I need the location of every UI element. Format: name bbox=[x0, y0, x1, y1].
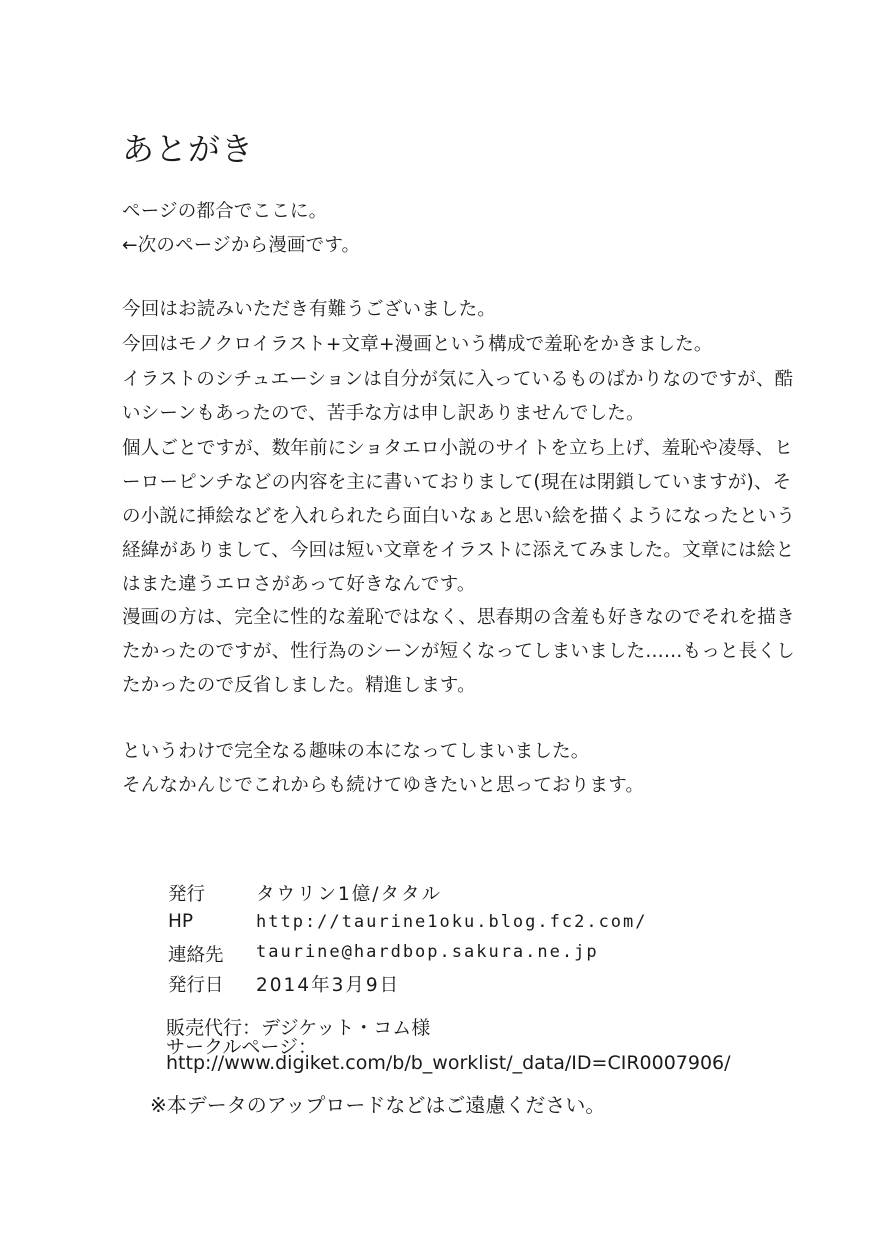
date-value: 2014年3月9日 bbox=[256, 975, 401, 996]
paragraph-line: いシーンもあったので、苦手な方は申し訳ありませんでした。 bbox=[122, 403, 645, 424]
circle-page-label: サークルページ： bbox=[166, 1036, 318, 1058]
paragraph-line: 今回はお読みいただき有難うございました。 bbox=[122, 299, 497, 320]
closing-line: そんなかんじでこれからも続けてゆきたいと思っております。 bbox=[122, 775, 645, 796]
page-title: あとがき bbox=[122, 130, 255, 168]
hp-label: HP bbox=[168, 911, 194, 932]
paragraph-line: はまた違うエロさがあって好きなんです。 bbox=[122, 574, 476, 595]
circle-page-link[interactable]: http://www.digiket.com/b/b_worklist/_data/ID=CIR0007906/ bbox=[166, 1052, 731, 1074]
paragraph-line: たかったのですが、性行為のシーンが短くなってしまいました……もっと長くし bbox=[122, 641, 795, 662]
paragraph-line: 個人ごとですが、数年前にショタエロ小説のサイトを立ち上げ、羞恥や凌辱、ヒ bbox=[122, 438, 793, 459]
closing-line: というわけで完全なる趣味の本になってしまいました。 bbox=[122, 741, 590, 762]
intro-line: ←次のページから漫画です。 bbox=[122, 235, 361, 256]
date-label: 発行日 bbox=[168, 975, 224, 996]
publisher-value: タウリン1億/タタル bbox=[256, 884, 443, 905]
upload-notice: ※本データのアップロードなどはご遠慮ください。 bbox=[150, 1093, 606, 1117]
publisher-label: 発行 bbox=[168, 884, 206, 905]
paragraph-line: 漫画の方は、完全に性的な羞恥ではなく、思春期の含羞も好きなのでそれを描き bbox=[122, 607, 795, 628]
paragraph-line: 今回はモノクロイラスト+文章+漫画という構成で羞恥をかきました。 bbox=[122, 334, 713, 355]
contact-email[interactable]: taurine@hardbop.sakura.ne.jp bbox=[256, 942, 599, 962]
paragraph-line: の小説に挿絵などを入れられたら面白いなぁと思い絵を描くようになったという bbox=[122, 506, 796, 527]
hp-link[interactable]: http://taurine1oku.blog.fc2.com/ bbox=[256, 912, 648, 932]
paragraph-line: イラストのシチュエーションは自分が気に入っているものばかりなのですが、酷 bbox=[122, 369, 794, 390]
paragraph-line: 経緯がありまして、今回は短い文章をイラストに添えてみました。文章には絵と bbox=[122, 540, 795, 561]
paragraph-line: ーローピンチなどの内容を主に書いておりまして(現在は閉鎖していますが)、そ bbox=[122, 472, 792, 493]
intro-line: ページの都合でここに。 bbox=[122, 201, 328, 222]
paragraph-line: たかったので反省しました。精進します。 bbox=[122, 675, 476, 696]
sales-agent: 販売代行：デジケット・コム様 bbox=[166, 1017, 431, 1039]
contact-label: 連絡先 bbox=[168, 945, 224, 966]
